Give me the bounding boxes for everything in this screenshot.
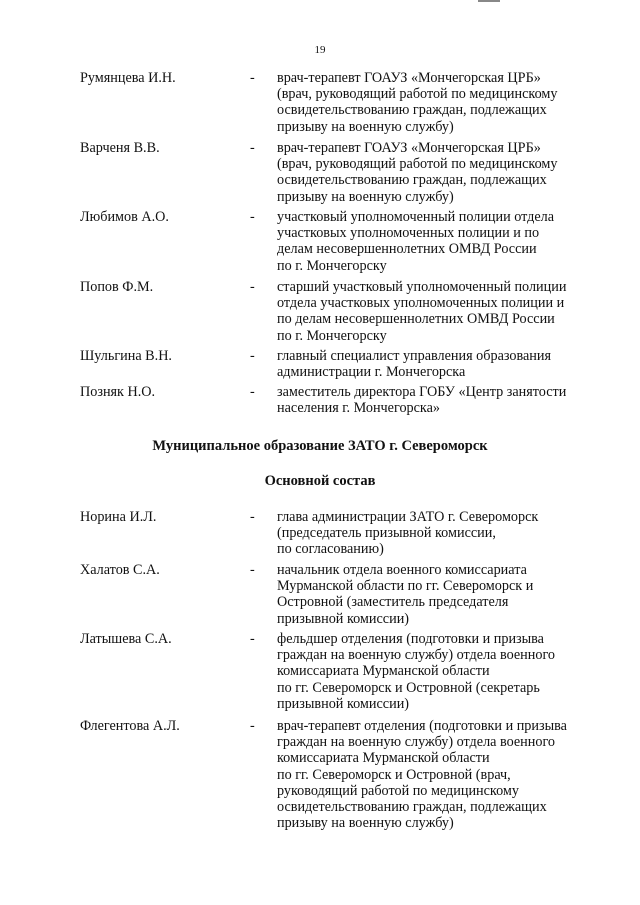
composition-heading: Основной состав [264, 473, 376, 489]
position-line: делам несовершеннолетних ОМВД России [277, 241, 537, 258]
separator-dash: - [250, 631, 255, 647]
member-name: Варченя В.В. [80, 140, 160, 156]
member-entry [0, 718, 640, 831]
position-line: призыву на военную службу) [277, 118, 454, 135]
member-position [277, 631, 607, 712]
entry-block [0, 631, 640, 712]
member-position [277, 279, 607, 344]
position-line: призывной комиссии) [277, 610, 410, 627]
member-entry [0, 509, 640, 558]
position-line: Мурманской области по гг. Североморск и [277, 578, 534, 595]
member-name: Шульгина В.Н. [80, 348, 172, 364]
member-position [277, 509, 607, 558]
scan-mark [478, 0, 500, 2]
position-line: Островной (заместитель председателя [277, 594, 509, 611]
position-line: освидетельствованию граждан, подлежащих [277, 799, 547, 816]
position-line: участковый уполномоченный полиции отдела [277, 209, 555, 225]
member-entry [0, 631, 640, 712]
position-line: старший участковый уполномоченный полиции [277, 279, 567, 295]
position-line: по делам несовершеннолетних ОМВД России [277, 311, 555, 328]
member-name: Латышева С.А. [80, 631, 172, 647]
entry-block [0, 279, 640, 344]
member-position [277, 209, 607, 274]
entry-block [0, 718, 640, 831]
position-line: участковых уполномоченных полиции и по [277, 225, 540, 242]
member-position [277, 70, 607, 135]
separator-dash: - [250, 384, 255, 400]
member-name: Любимов А.О. [80, 209, 169, 225]
position-line: фельдшер отделения (подготовки и призыва [277, 631, 544, 647]
member-entry [0, 70, 640, 135]
position-line: глава администрации ЗАТО г. Североморск [277, 509, 539, 525]
member-name: Халатов С.А. [80, 562, 160, 578]
separator-dash: - [250, 140, 255, 156]
position-line: (председатель призывной комиссии, [277, 525, 496, 542]
position-line: освидетельствованию граждан, подлежащих [277, 172, 547, 189]
member-entry [0, 562, 640, 627]
member-name: Румянцева И.Н. [80, 70, 176, 86]
position-line: по г. Мончегорску [277, 327, 387, 344]
member-position [277, 140, 607, 205]
member-entry [0, 140, 640, 205]
separator-dash: - [250, 209, 255, 225]
position-line: по гг. Североморск и Островной (врач, [277, 766, 511, 783]
position-line: врач-терапевт ГОАУЗ «Мончегорская ЦРБ» [277, 140, 541, 156]
separator-dash: - [250, 70, 255, 86]
member-name: Попов Ф.М. [80, 279, 154, 295]
position-line: призывной комиссии) [277, 695, 410, 712]
member-entry [0, 279, 640, 344]
position-line: освидетельствованию граждан, подлежащих [277, 102, 547, 119]
member-position [277, 562, 607, 627]
position-line: руководящий работой по медицинскому [277, 782, 519, 799]
member-entry [0, 348, 640, 380]
position-line: граждан на военную службу) отдела военного [277, 734, 555, 751]
member-name: Флегентова А.Л. [80, 718, 180, 734]
member-name: Позняк Н.О. [80, 384, 156, 400]
entry-block [0, 348, 640, 380]
position-line: врач-терапевт ГОАУЗ «Мончегорская ЦРБ» [277, 70, 541, 86]
member-entry [0, 209, 640, 274]
member-name: Норина И.Л. [80, 509, 157, 525]
position-line: главный специалист управления образования [277, 348, 552, 364]
separator-dash: - [250, 348, 255, 364]
position-line: (врач, руководящий работой по медицинскому [277, 156, 558, 173]
member-entry [0, 384, 640, 416]
municipality-heading: Муниципальное образование ЗАТО г. Североморск [152, 438, 488, 454]
page-number: 19 [314, 44, 326, 56]
member-position [277, 384, 607, 416]
separator-dash: - [250, 562, 255, 578]
position-line: комиссариата Мурманской области [277, 663, 490, 680]
entry-block [0, 209, 640, 274]
entry-block [0, 140, 640, 205]
position-line: по согласованию) [277, 541, 384, 558]
position-line: администрации г. Мончегорска [277, 364, 466, 381]
position-line: комиссариата Мурманской области [277, 750, 490, 767]
position-line: призыву на военную службу) [277, 815, 454, 832]
position-line: призыву на военную службу) [277, 188, 454, 205]
position-line: врач-терапевт отделения (подготовки и призыва [277, 718, 567, 734]
entry-block [0, 562, 640, 627]
position-line: населения г. Мончегорска» [277, 400, 441, 417]
position-line: граждан на военную службу) отдела военного [277, 647, 555, 664]
separator-dash: - [250, 509, 255, 525]
separator-dash: - [250, 718, 255, 734]
position-line: заместитель директора ГОБУ «Центр занятости [277, 384, 567, 400]
entry-block [0, 384, 640, 416]
position-line: по гг. Североморск и Островной (секретарь [277, 679, 540, 696]
entry-block [0, 70, 640, 135]
position-line: отдела участковых уполномоченных полиции и [277, 295, 565, 312]
position-line: начальник отдела военного комиссариата [277, 562, 527, 578]
position-line: (врач, руководящий работой по медицинскому [277, 86, 558, 103]
position-line: по г. Мончегорску [277, 257, 387, 274]
separator-dash: - [250, 279, 255, 295]
entry-block [0, 509, 640, 558]
member-position [277, 348, 607, 380]
member-position [277, 718, 607, 831]
